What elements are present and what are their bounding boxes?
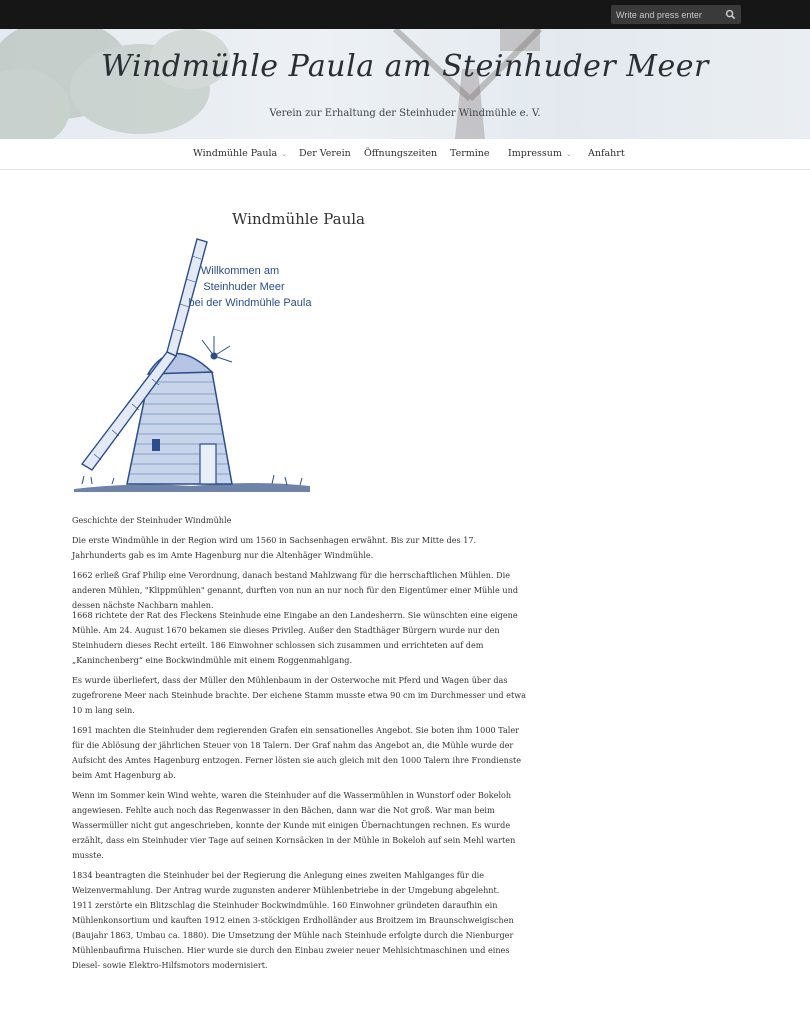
nav-item-anfahrt[interactable]	[588, 148, 625, 159]
post-paragraph: 1691 machten die Steinhuder dem regierenden Grafen ein sensationelles Angebot. Sie boten ihm 1000 Taler für die Ablösung der jährlichen Steuer von 18 Talern. Der Graf nahm das Angebot an, die Mühle wurde der Aufsicht des Amtes Hagenburg entzogen. Ferner lösten sie auch gleich mit den 1000 Talern ihre Frondienste beim Amt Hagenburg ab.	[72, 725, 522, 780]
windmill-illustration	[72, 234, 317, 496]
header-background-image	[0, 29, 810, 139]
nav-item-impressum[interactable]	[508, 148, 572, 159]
search-icon[interactable]	[725, 9, 736, 20]
post-paragraph: 1662 erließ Graf Philip eine Verordnung, danach bestand Mahlzwang für die herrschaftlichen Mühlen. Die anderen Mühlen, "Klippmühlen" genannt, durften von nun an nur noch für den Eigentümer einer Mühle und dessen nächste Nachbarn mahlen.	[72, 570, 518, 610]
main-navigation	[0, 139, 810, 170]
post-title: Windmühle Paula	[232, 210, 365, 228]
nav-item-termine[interactable]	[450, 148, 490, 159]
nav-item-windmuehle-paula[interactable]	[193, 148, 287, 159]
search-input[interactable]	[611, 5, 723, 24]
nav-item-label: Öffnungszeiten	[364, 148, 438, 159]
post-subtitle: Geschichte der Steinhuder Windmühle	[72, 515, 232, 525]
post-paragraph: 1834 beantragten die Steinhuder bei der Regierung die Anlegung eines zweiten Mahlganges für die Weizenvermahlung. Der Antrag wurde zugunsten anderer Mühlenbetriebe in der Umgebung abgelehnt.	[72, 870, 500, 895]
nav-item-der-verein[interactable]	[299, 148, 351, 159]
nav-item-label: Windmühle Paula	[193, 148, 278, 159]
site-tagline: Verein zur Erhaltung der Steinhuder Windmühle e. V.	[269, 108, 541, 119]
nav-item-label: Impressum	[508, 148, 562, 159]
image-caption-line-3: bei der Windmühle Paula	[188, 297, 312, 309]
post-paragraph: Es wurde überliefert, dass der Müller den Mühlenbaum in der Osterwoche mit Pferd und Wagen über das zugefrorene Meer nach Steinhude brachte. Der eichene Stamm musste etwa 90 cm im Durchmesser und etwa 10 m lang sein.	[72, 675, 526, 715]
post-paragraph: Die erste Windmühle in der Region wird um 1560 in Sachsenhagen erwähnt. Bis zur Mitte des 17. Jahrhunderts gab es im Amte Hagenburg nur die Altenhäger Windmühle.	[72, 535, 477, 560]
nav-item-oeffnungszeiten[interactable]	[364, 148, 437, 159]
post-paragraph: 1911 zerstörte ein Blitzschlag die Steinhuder Bockwindmühle. 160 Einwohner gründeten daraufhin ein Mühlenkonsortium und kauften 1912 einen 3-stöckigen Erdholländer aus Broitzem im Braunschweigischen (Baujahr 1863, Umbau ca. 1880). Die Umsetzung der Mühle nach Steinhude erfolgte durch die Nienburger Mühlenbaufirma Huischen. Hier wurde sie durch den Einbau zweier neuer Mehlsichtmaschinen und eines Diesel- sowie Elektro-Hilfsmotors modernisiert.	[72, 900, 514, 970]
chevron-down-icon: ⌄	[565, 150, 572, 158]
site-header	[0, 29, 810, 139]
site-title[interactable]: Windmühle Paula am Steinhuder Meer	[101, 49, 709, 84]
top-bar	[0, 0, 810, 29]
nav-item-label: Der Verein	[299, 148, 351, 159]
post-paragraph: 1668 richtete der Rat des Fleckens Steinhude eine Eingabe an den Landesherrn. Sie wünschten eine eigene Mühle. Am 24. August 1670 bekamen sie dieses Privileg. Außer den Stadthäger Bürgern wurde nur den Steinhudern dieses Recht erteilt. 186 Einwohner schlossen sich zusammen und errichteten auf dem „Kaninchenberg“ eine Bockwindmühle mit einem Roggenmahlgang.	[72, 610, 518, 665]
post-paragraph: Wenn im Sommer kein Wind wehte, waren die Steinhuder auf die Wassermühlen in Wunstorf oder Bokeloh angewiesen. Fehlte auch noch das Regenwasser in den Bächen, dann war die Not groß. War man beim Wassermüller nicht gut angeschrieben, konnte der Kunde mit einigen Übernachtungen rechnen. Es wurde erzählt, dass ein Steinhuder vier Tage auf seinen Kornsäcken in der Mühle in Bokeloh auf sein Mehl warten musste.	[72, 790, 516, 860]
image-caption-line-2: Steinhuder Meer	[203, 281, 285, 293]
image-caption-line-1: Willkommen am	[200, 265, 280, 277]
nav-item-label: Anfahrt	[588, 148, 625, 159]
nav-item-label: Termine	[450, 148, 490, 159]
chevron-down-icon: ⌄	[281, 150, 288, 158]
search-box[interactable]	[611, 5, 741, 24]
